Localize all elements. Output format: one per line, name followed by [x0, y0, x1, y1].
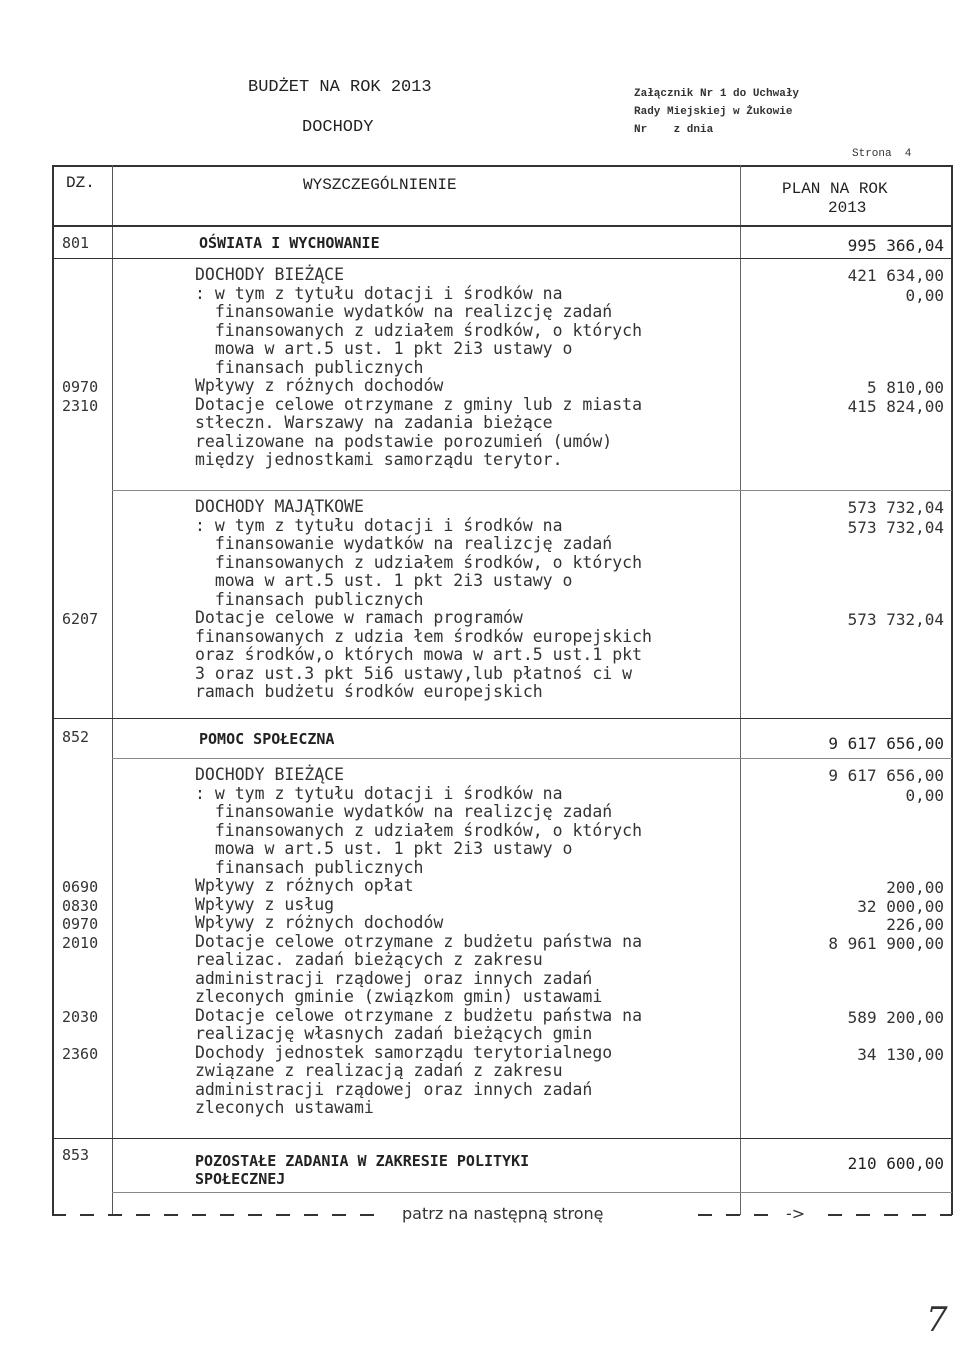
- footer-dash: [940, 1214, 952, 1216]
- item-description: finansowanych z udziałem środków, o których: [195, 820, 643, 840]
- attachment-line-1: Załącznik Nr 1 do Uchwały: [634, 88, 800, 100]
- footer-arrow: ->: [786, 1204, 806, 1223]
- item-description: finansach publicznych: [195, 357, 424, 377]
- item-description: mowa w art.5 ust. 1 pkt 2i3 ustawy o: [195, 571, 573, 590]
- item-code: 0690: [62, 878, 99, 896]
- item-amount: 9 617 656,00: [828, 766, 944, 785]
- item-description: DOCHODY BIEŻĄCE: [195, 765, 345, 784]
- table-top-border: [52, 165, 952, 167]
- item-description: stłeczn. Warszawy na zadania bieżące: [195, 413, 553, 432]
- page-number: Strona 4: [852, 148, 912, 160]
- item-description: 3 oraz ust.3 pkt 5i6 ustawy,lub płatnoś ci w: [195, 663, 633, 683]
- item-code: 0970: [62, 378, 99, 396]
- item-description: ramach budżetu środków europejskich: [195, 682, 543, 701]
- item-amount: 32 000,00: [857, 896, 944, 916]
- section-amount: 9 617 656,00: [828, 734, 944, 753]
- row-border-852: [112, 758, 952, 759]
- item-code: 2360: [62, 1044, 99, 1063]
- item-code: 0970: [62, 915, 99, 933]
- item-amount: 573 732,04: [847, 498, 944, 517]
- item-amount: 573 732,04: [847, 517, 944, 537]
- item-description: Dotacje celowe otrzymane z gminy lub z miasta: [195, 394, 643, 414]
- item-description: finansowanych z udziałem środków, o których: [195, 552, 643, 572]
- row-border-801: [52, 258, 952, 259]
- footer-dash: [332, 1214, 346, 1216]
- item-amount: 0,00: [905, 785, 944, 805]
- footer-dash: [754, 1214, 768, 1216]
- footer-dash: [108, 1214, 122, 1216]
- handwritten-page-mark: 7: [926, 1300, 948, 1340]
- item-amount: 200,00: [886, 878, 944, 897]
- item-amount: 226,00: [886, 915, 944, 934]
- item-description: : w tym z tytułu dotacji i środków na: [195, 515, 563, 535]
- footer-dash: [80, 1214, 94, 1216]
- footer-dash: [304, 1214, 318, 1216]
- item-description: oraz środków,o których mowa w art.5 ust.1 pkt: [195, 645, 643, 664]
- footer-dash: [912, 1214, 926, 1216]
- item-description: realizowane na podstawie porozumień (umów): [195, 431, 613, 451]
- item-amount: 0,00: [905, 285, 944, 305]
- item-description: : w tym z tytułu dotacji i środków na: [195, 283, 563, 303]
- item-description: zleconych gminie (związkom gmin) ustawami: [195, 987, 603, 1006]
- attachment-line-3: Nr z dnia: [634, 124, 714, 136]
- item-description: finansowanie wydatków na realizcję zadań: [195, 534, 613, 553]
- footer-dash: [726, 1214, 740, 1216]
- item-amount: 589 200,00: [847, 1007, 944, 1027]
- section-title-line-2: SPOŁECZNEJ: [195, 1170, 286, 1188]
- item-description: finansowanych z udzia łem środków europejskich: [195, 626, 652, 646]
- item-code: 0830: [62, 896, 99, 915]
- item-description: finansowanie wydatków na realizcję zadań: [195, 302, 613, 321]
- item-description: zleconych ustawami: [195, 1098, 374, 1117]
- item-description: finansowanie wydatków na realizcję zadań: [195, 802, 613, 821]
- item-code: 2010: [62, 933, 99, 952]
- row-border-852-top: [52, 718, 952, 719]
- item-description: realizację własnych zadań bieżących gmin: [195, 1024, 593, 1043]
- footer-dash: [698, 1214, 712, 1216]
- item-description: : w tym z tytułu dotacji i środków na: [195, 783, 563, 803]
- item-description: finansowanych z udziałem środków, o których: [195, 320, 643, 340]
- item-description: Dotacje celowe otrzymane z budżetu państwa na: [195, 931, 643, 951]
- item-description: Dochody jednostek samorządu terytorialnego: [195, 1042, 613, 1062]
- item-description: Wpływy z różnych dochodów: [195, 376, 444, 395]
- table-right-border: [951, 165, 953, 1215]
- header-row-border: [52, 225, 952, 227]
- footer-dash: [248, 1214, 262, 1216]
- item-description: Dotacje celowe otrzymane z budżetu państwa na: [195, 1005, 643, 1025]
- item-description: między jednostkami samorządu terytor.: [195, 450, 563, 469]
- table-left-border: [52, 165, 54, 1215]
- item-description: Wpływy z różnych dochodów: [195, 913, 444, 932]
- section-code: 853: [62, 1146, 90, 1164]
- footer-dash: [164, 1214, 178, 1216]
- item-description: administracji rządowej oraz innych zadań: [195, 1079, 593, 1099]
- footer-dash: [884, 1214, 898, 1216]
- item-description: realizac. zadań bieżących z zakresu: [195, 950, 543, 969]
- footer-dash: [276, 1214, 290, 1216]
- item-description: finansach publicznych: [195, 589, 424, 609]
- document-title: BUDŻET NA ROK 2013: [248, 78, 432, 97]
- item-description: finansach publicznych: [195, 857, 424, 877]
- col-header-spec: WYSZCZEGÓLNIENIE: [303, 176, 457, 194]
- footer-dash: [136, 1214, 150, 1216]
- section-code: 852: [62, 728, 90, 746]
- footer-dash: [220, 1214, 234, 1216]
- col-header-year: 2013: [828, 199, 867, 217]
- item-amount: 415 824,00: [847, 396, 944, 416]
- section-title: OŚWIATA I WYCHOWANIE: [199, 234, 380, 252]
- item-description: DOCHODY BIEŻĄCE: [195, 265, 345, 284]
- row-border-853: [112, 1192, 952, 1193]
- item-description: mowa w art.5 ust. 1 pkt 2i3 ustawy o: [195, 339, 573, 358]
- item-amount: 8 961 900,00: [828, 933, 944, 953]
- item-description: mowa w art.5 ust. 1 pkt 2i3 ustawy o: [195, 839, 573, 858]
- footer-dash: [360, 1214, 374, 1216]
- item-amount: 421 634,00: [847, 266, 944, 285]
- group-border-801: [112, 490, 952, 491]
- col-header-dz: DZ.: [66, 174, 95, 192]
- footer-dash: [828, 1214, 842, 1216]
- section-code: 801: [62, 234, 90, 252]
- item-description: administracji rządowej oraz innych zadań: [195, 968, 593, 988]
- item-description: DOCHODY MAJĄTKOWE: [195, 497, 364, 516]
- item-code: 2030: [62, 1007, 99, 1026]
- item-description: Wpływy z usług: [195, 894, 335, 914]
- col-divider-plan: [740, 165, 741, 1215]
- section-amount: 210 600,00: [847, 1154, 944, 1173]
- footer-dash: [856, 1214, 870, 1216]
- item-amount: 34 130,00: [857, 1044, 944, 1064]
- row-border-853-top: [52, 1138, 952, 1139]
- section-title-line-1: POZOSTAŁE ZADANIA W ZAKRESIE POLITYKI: [195, 1152, 530, 1170]
- item-amount: 573 732,04: [847, 610, 944, 629]
- item-description: Wpływy z różnych opłat: [195, 876, 414, 895]
- col-divider-dz: [112, 165, 113, 1215]
- footer-continue: patrz na następną stronę: [402, 1204, 604, 1223]
- item-amount: 5 810,00: [866, 378, 944, 397]
- item-description: związane z realizacją zadań z zakresu: [195, 1061, 563, 1080]
- col-header-plan: PLAN NA ROK: [782, 180, 888, 198]
- item-code: 6207: [62, 610, 99, 628]
- item-description: Dotacje celowe w ramach programów: [195, 608, 523, 627]
- footer-dash: [192, 1214, 206, 1216]
- section-title: POMOC SPOŁECZNA: [199, 730, 335, 748]
- footer-dash: [52, 1214, 66, 1216]
- item-code: 2310: [62, 396, 99, 415]
- attachment-line-2: Rady Miejskiej w Żukowie: [634, 106, 793, 118]
- section-amount: 995 366,04: [847, 236, 944, 255]
- document-subtitle: DOCHODY: [302, 118, 374, 137]
